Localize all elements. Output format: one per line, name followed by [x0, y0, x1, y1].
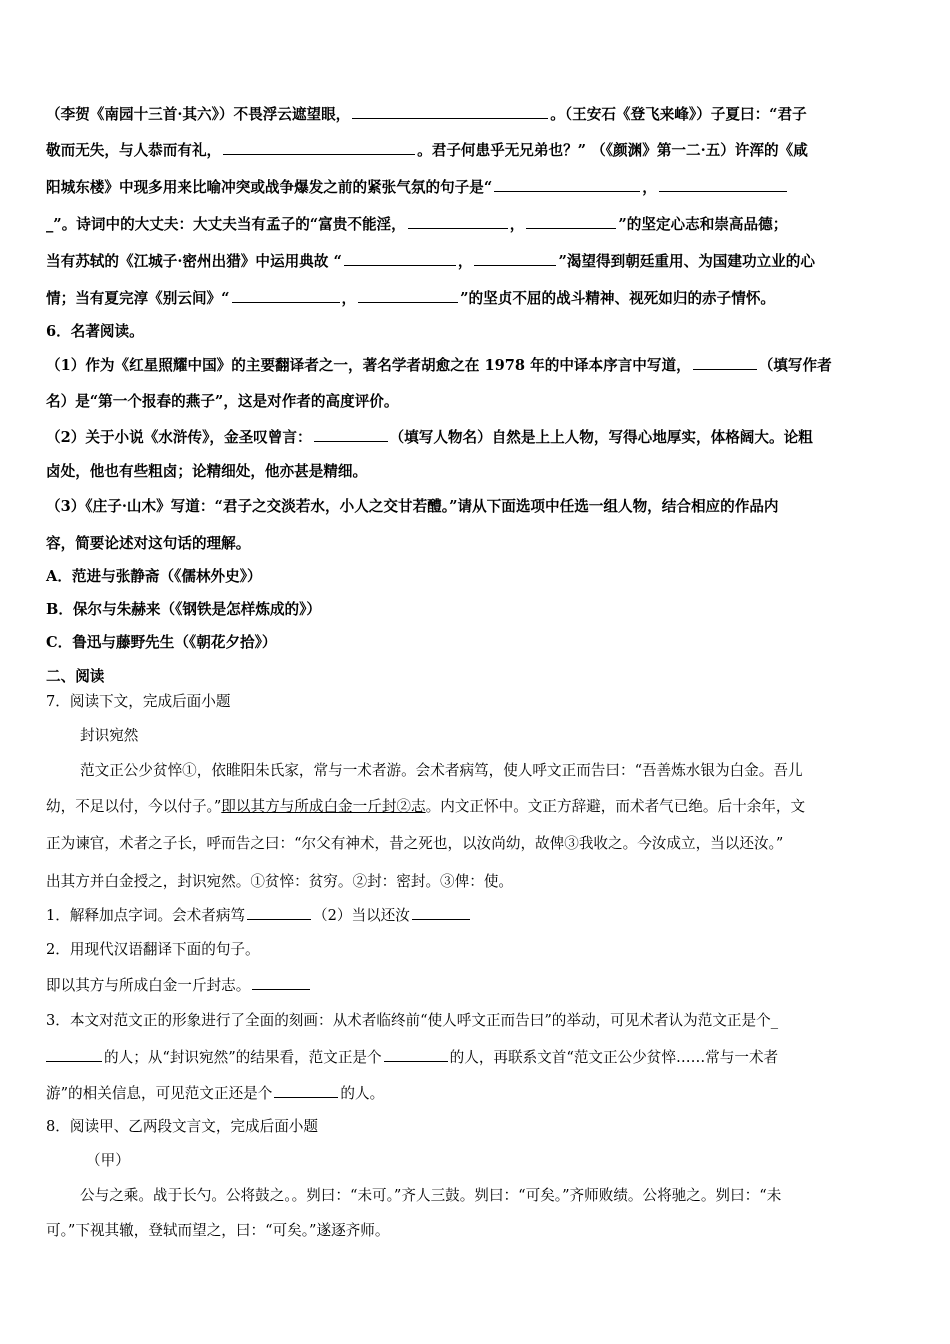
- q6-part1-cont: 名）是“第一个报春的燕子”，这是对作者的高度评价。: [46, 393, 399, 410]
- answer-blank[interactable]: [252, 975, 310, 990]
- q7-sub2-sentence: 即以其方与所成白金一斤封志。: [46, 975, 906, 996]
- q6-part3-cont: 容，简要论述对这句话的理解。: [46, 535, 251, 552]
- q7-sub2: 2．用现代汉语翻译下面的句子。: [46, 941, 260, 958]
- q8-title: 8．阅读甲、乙两段文言文，完成后面小题: [46, 1118, 318, 1135]
- q6-part2-cont: 卤处，他也有些粗卤；论精细处，他亦甚是精细。: [46, 463, 368, 480]
- poetry-line-2: 敬而无失，与人恭而有礼， 。君子何患乎无兄弟也？” （《颜渊》第一二·五）许浑的《咸: [46, 142, 808, 159]
- answer-blank[interactable]: [223, 140, 415, 155]
- answer-blank[interactable]: [693, 355, 757, 370]
- jia-line-1: 公与之乘。战于长勺。公将鼓之。。刿曰：“未可。”齐人三鼓。刿曰：“可矣。”齐师败绩。公将驰之。刿曰：“未: [80, 1187, 782, 1204]
- q7-sub3: 3．本文对范文正的形象进行了全面的刻画：从术者临终前“使人呼文正而告曰”的举动，可见术者认为范文正是个_: [46, 1012, 779, 1029]
- answer-blank[interactable]: [408, 214, 508, 229]
- passage-line-4: 出其方并白金授之，封识宛然。①贫悴：贫穷。②封：密封。③俾：使。: [46, 873, 514, 890]
- q7-sub1: 1．解释加点字词。会术者病笃 （2）当以还汝: [46, 905, 906, 926]
- answer-blank[interactable]: [274, 1083, 338, 1098]
- q6-part1: （1）作为《红星照耀中国》的主要翻译者之一，著名学者胡愈之在 1978 年的中译本序言中写道， （填写作者: [46, 357, 832, 374]
- option-a: A．范进与张静斋（《儒林外史》）: [46, 568, 262, 585]
- q6-part3: （3）《庄子·山木》写道：“君子之交淡若水，小人之交甘若醴。”请从下面选项中任选一组人物，结合相应的作品内: [46, 498, 779, 515]
- answer-blank[interactable]: [384, 1047, 448, 1062]
- answer-blank[interactable]: [247, 905, 311, 920]
- q7-sub3-cont: 的人；从“封识宛然”的结果看，范文正是个 的人，再联系文首“范文正公少贫悴……常与一术者: [46, 1047, 906, 1068]
- answer-blank[interactable]: [494, 177, 640, 192]
- passage-line-3: 正为谏官，术者之子长，呼而告之曰：“尔父有神术，昔之死也，以汝尚幼，故俾③我收之。今汝成立，当以还汝。”: [46, 835, 784, 852]
- answer-blank[interactable]: [314, 427, 388, 442]
- answer-blank[interactable]: [232, 288, 340, 303]
- q7-sub3-end: 游”的相关信息，可见范文正还是个 的人。: [46, 1085, 385, 1102]
- answer-blank[interactable]: [659, 177, 787, 192]
- passage-line-2: 幼，不足以付，今以付子。”即以其方与所成白金一斤封②志。内文正怀中。文正方辞避，而术者气已绝。后十余年，文: [46, 798, 806, 815]
- jia-line-2: 可。”下视其辙，登轼而望之，曰：“可矣。”遂逐齐师。: [46, 1222, 390, 1239]
- passage-title: 封识宛然: [80, 727, 139, 744]
- q6-part2: （2）关于小说《水浒传》，金圣叹曾言： （填写人物名）自然是上上人物，写得心地厚实，体格阔大。论粗: [46, 429, 813, 446]
- poetry-line-1: （李贺《南园十三首·其六》）不畏浮云遮望眼， 。（王安石《登飞来峰》）子夏曰：“君子: [46, 106, 807, 123]
- poetry-line-3: 阳城东楼》中现多用来比喻冲突或战争爆发之前的紧张气氛的句子是“ ，: [46, 177, 906, 198]
- answer-blank[interactable]: [358, 288, 458, 303]
- option-b: B．保尔与朱赫来（《钢铁是怎样炼成的》）: [46, 601, 322, 618]
- answer-blank[interactable]: [46, 1047, 102, 1062]
- section-jia: （甲）: [86, 1152, 130, 1169]
- underlined-sentence: 即以其方与所成白金一斤封②志: [221, 798, 426, 815]
- q6-title: 6．名著阅读。: [46, 323, 144, 340]
- poetry-line-5: 当有苏轼的《江城子·密州出猎》中运用典故 “ ， ”渴望得到朝廷重用、为国建功立业的心: [46, 253, 815, 270]
- answer-blank[interactable]: [474, 251, 556, 266]
- poetry-line-6: 情；当有夏完淳《别云间》“ ， ”的坚贞不屈的战斗精神、视死如归的赤子情怀。: [46, 290, 776, 307]
- q7-title: 7．阅读下文，完成后面小题: [46, 693, 231, 710]
- answer-blank[interactable]: [412, 905, 470, 920]
- answer-blank[interactable]: [352, 104, 548, 119]
- option-c: C．鲁迅与藤野先生（《朝花夕拾》）: [46, 634, 277, 651]
- answer-blank[interactable]: [526, 214, 616, 229]
- passage-line-1: 范文正公少贫悴①，依睢阳朱氏家，常与一术者游。会术者病笃，使人呼文正而告曰：“吾善炼水银为白金。吾儿: [80, 762, 803, 779]
- answer-blank[interactable]: [344, 251, 456, 266]
- poetry-line-4: _”。诗词中的大丈夫：大丈夫当有孟子的“富贵不能淫， ， ”的坚定心志和崇高品德；: [46, 216, 788, 233]
- section-heading: 二、阅读: [46, 668, 105, 685]
